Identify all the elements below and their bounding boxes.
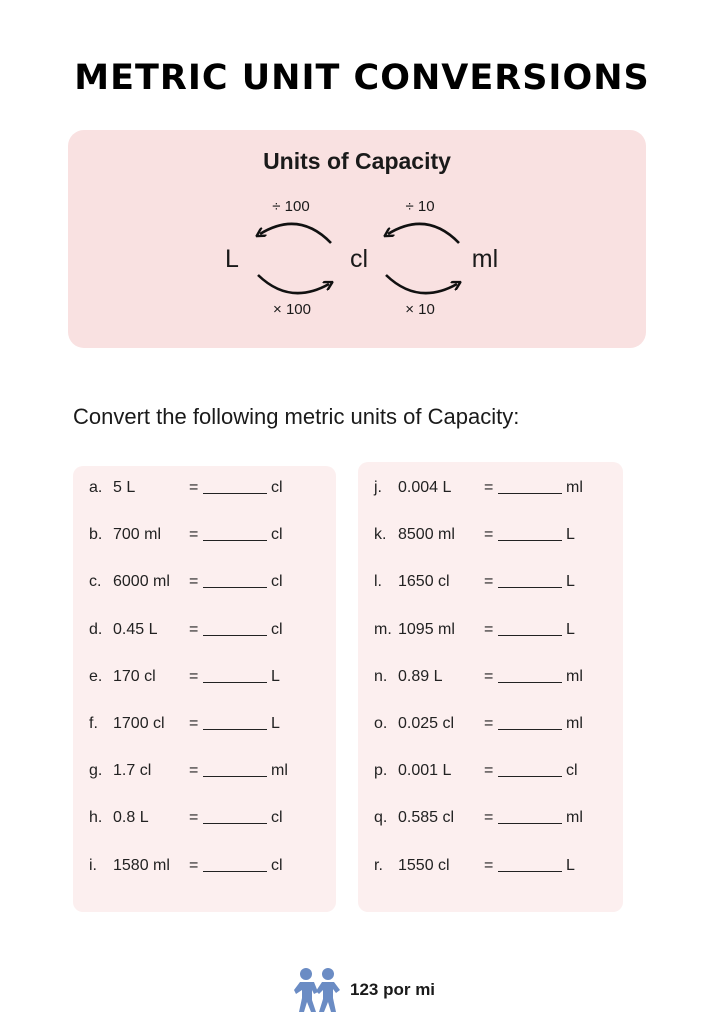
right-problem-row	[374, 857, 614, 879]
problem-letter: q.	[374, 809, 388, 827]
right-problem-row	[374, 573, 614, 595]
answer-blank[interactable]	[498, 621, 562, 636]
problem-quantity: 0.025 cl	[398, 715, 455, 732]
problem-letter: a.	[89, 479, 103, 496]
equals-sign: =	[484, 715, 494, 732]
answer-blank[interactable]	[203, 479, 267, 494]
right-problem-row	[374, 526, 614, 548]
equals-sign: =	[189, 573, 199, 591]
problem-quantity: 0.8 L	[113, 809, 149, 827]
problem-letter: b.	[89, 526, 103, 544]
answer-blank[interactable]	[498, 526, 562, 541]
problem-letter: o.	[374, 715, 388, 732]
target-unit: cl	[566, 762, 578, 780]
answer-blank[interactable]	[203, 715, 267, 730]
problem-letter: g.	[89, 762, 103, 780]
answer-blank[interactable]	[203, 573, 267, 588]
answer-blank[interactable]	[203, 526, 267, 541]
footer-logo	[292, 966, 472, 1016]
capacity-box-heading: Units of Capacity	[263, 148, 451, 174]
answer-blank[interactable]	[498, 573, 562, 588]
problem-quantity: 700 ml	[113, 526, 162, 544]
right-problem-row	[374, 479, 614, 501]
equals-sign: =	[484, 667, 494, 685]
target-unit: L	[566, 856, 575, 874]
page-title: METRIC UNIT CONVERSIONS	[74, 58, 650, 98]
problem-quantity: 0.001 L	[398, 762, 452, 780]
target-unit: ml	[566, 715, 583, 732]
left-problem-row	[89, 479, 329, 501]
target-unit: cl	[271, 479, 283, 496]
unit-cl: cl	[349, 245, 369, 273]
problem-quantity: 0.004 L	[398, 479, 452, 496]
problem-letter: h.	[89, 809, 103, 827]
target-unit: L	[271, 667, 280, 685]
left-problem-row	[89, 809, 329, 831]
left-problem-row	[89, 573, 329, 595]
target-unit: L	[566, 526, 575, 544]
equals-sign: =	[484, 479, 494, 496]
instruction-text: Convert the following metric units of Capacity:	[73, 404, 520, 429]
answer-blank[interactable]	[203, 621, 267, 636]
unit-l: L	[225, 245, 239, 273]
problem-letter: e.	[89, 667, 103, 685]
left-problem-row	[89, 715, 329, 737]
answer-blank[interactable]	[498, 479, 562, 494]
problem-quantity: 0.89 L	[398, 667, 443, 685]
target-unit: cl	[271, 573, 283, 591]
unit-ml: ml	[471, 245, 499, 273]
target-unit: cl	[271, 526, 283, 544]
target-unit: cl	[271, 620, 283, 638]
bottom-op-2: × 10	[405, 301, 435, 318]
answer-blank[interactable]	[203, 857, 267, 872]
top-op-1: ÷ 100	[272, 198, 310, 215]
problem-letter: r.	[374, 856, 383, 874]
conversion-diagram	[68, 130, 646, 348]
footer-brand-text: 123 por mi	[350, 980, 436, 999]
answer-blank[interactable]	[498, 762, 562, 777]
problem-letter: f.	[89, 715, 98, 732]
problem-quantity: 8500 ml	[398, 526, 455, 544]
left-problem-row	[89, 668, 329, 690]
problem-letter: j.	[374, 479, 382, 496]
equals-sign: =	[189, 762, 199, 780]
equals-sign: =	[484, 856, 494, 874]
target-unit: ml	[566, 667, 583, 685]
answer-blank[interactable]	[203, 762, 267, 777]
problem-quantity: 1650 cl	[398, 573, 450, 591]
equals-sign: =	[189, 620, 199, 638]
problem-quantity: 1580 ml	[113, 856, 170, 874]
equals-sign: =	[189, 667, 199, 685]
problem-letter: k.	[374, 526, 387, 544]
problem-letter: c.	[89, 573, 102, 591]
right-problem-row	[374, 762, 614, 784]
equals-sign: =	[484, 809, 494, 827]
left-problem-row	[89, 762, 329, 784]
target-unit: L	[271, 715, 280, 732]
equals-sign: =	[189, 856, 199, 874]
problem-letter: i.	[89, 856, 97, 874]
units-of-capacity-box	[68, 130, 646, 348]
problem-letter: m.	[374, 620, 392, 638]
target-unit: cl	[271, 809, 283, 827]
bottom-op-1: × 100	[273, 301, 311, 318]
two-children-icon	[292, 966, 344, 1014]
problem-quantity: 1.7 cl	[113, 762, 152, 780]
answer-blank[interactable]	[498, 809, 562, 824]
problem-quantity: 5 L	[113, 479, 136, 496]
problem-letter: n.	[374, 667, 388, 685]
answer-blank[interactable]	[203, 668, 267, 683]
problem-quantity: 1550 cl	[398, 856, 450, 874]
right-problem-row	[374, 809, 614, 831]
equals-sign: =	[189, 715, 199, 732]
equals-sign: =	[484, 762, 494, 780]
problem-letter: p.	[374, 762, 388, 780]
problem-quantity: 170 cl	[113, 667, 156, 685]
target-unit: ml	[566, 809, 583, 827]
equals-sign: =	[484, 620, 494, 638]
target-unit: ml	[566, 479, 583, 496]
answer-blank[interactable]	[498, 715, 562, 730]
equals-sign: =	[189, 479, 199, 496]
target-unit: ml	[271, 762, 288, 780]
problem-letter: l.	[374, 573, 382, 591]
arrow-ml-to-cl	[388, 224, 459, 243]
right-problem-row	[374, 715, 614, 737]
target-unit: L	[566, 573, 575, 591]
target-unit: cl	[271, 856, 283, 874]
target-unit: L	[566, 620, 575, 638]
equals-sign: =	[484, 526, 494, 544]
answer-blank[interactable]	[498, 668, 562, 683]
arrow-cl-to-ml	[386, 275, 457, 293]
problem-quantity: 0.585 cl	[398, 809, 455, 827]
problem-quantity: 1700 cl	[113, 715, 165, 732]
equals-sign: =	[484, 573, 494, 591]
problem-quantity: 0.45 L	[113, 620, 158, 638]
equals-sign: =	[189, 526, 199, 544]
answer-blank[interactable]	[498, 857, 562, 872]
equals-sign: =	[189, 809, 199, 827]
problem-quantity: 6000 ml	[113, 573, 170, 591]
top-op-2: ÷ 10	[405, 198, 435, 215]
right-problem-row	[374, 668, 614, 690]
arrow-cl-to-l	[260, 224, 331, 243]
left-problem-row	[89, 857, 329, 879]
answer-blank[interactable]	[203, 809, 267, 824]
arrow-l-to-cl	[258, 275, 329, 293]
left-problem-row	[89, 621, 329, 643]
right-problem-row	[374, 621, 614, 643]
problem-letter: d.	[89, 620, 103, 638]
left-problem-row	[89, 526, 329, 548]
problem-quantity: 1095 ml	[398, 620, 455, 638]
